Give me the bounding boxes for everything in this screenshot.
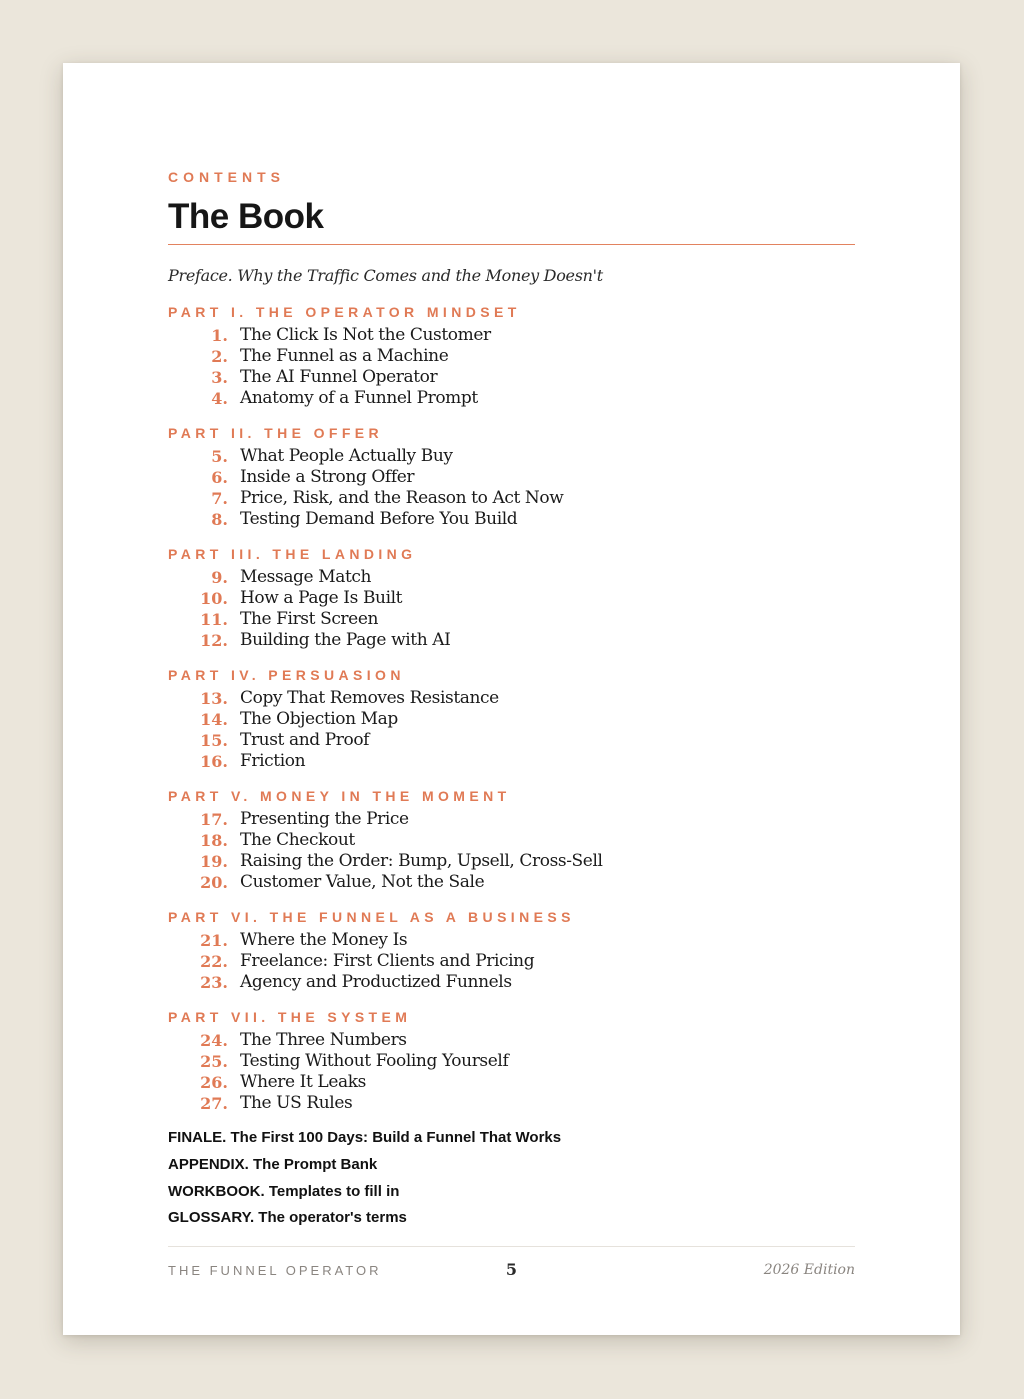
footer-divider	[168, 1246, 855, 1247]
chapter-title: Inside a Strong Offer	[240, 467, 415, 487]
chapter-number: 11.	[200, 610, 228, 629]
chapter-title: The Funnel as a Machine	[240, 346, 449, 366]
chapter-title: Where It Leaks	[240, 1072, 366, 1092]
chapter-title: What People Actually Buy	[240, 446, 453, 466]
part-heading[interactable]: PART VII. THE SYSTEM	[168, 1009, 412, 1025]
chapter-title: The Objection Map	[240, 709, 398, 729]
chapter-number: 25.	[200, 1052, 228, 1071]
document-page	[63, 63, 960, 1335]
chapter-title: Customer Value, Not the Sale	[240, 872, 485, 892]
chapter-title: Message Match	[240, 567, 372, 587]
chapter-number: 7.	[211, 489, 228, 508]
chapter-number: 2.	[211, 347, 228, 366]
chapter-title: Raising the Order: Bump, Upsell, Cross-Sell	[240, 851, 603, 871]
chapter-number: 24.	[200, 1031, 228, 1050]
chapter-title: Presenting the Price	[240, 809, 409, 829]
chapter-number: 15.	[200, 731, 228, 750]
chapter-title: Trust and Proof	[240, 730, 370, 750]
chapter-title: Freelance: First Clients and Pricing	[240, 951, 535, 971]
workbook-entry[interactable]: WORKBOOK. Templates to fill in	[168, 1183, 400, 1200]
chapter-number: 3.	[211, 368, 228, 387]
preface-entry[interactable]: Preface. Why the Traffic Comes and the Money Doesn't	[168, 266, 603, 285]
chapter-number: 22.	[200, 952, 228, 971]
chapter-title: The Three Numbers	[240, 1030, 407, 1050]
chapter-title: How a Page Is Built	[240, 588, 403, 608]
chapter-number: 9.	[211, 568, 228, 587]
chapter-number: 19.	[200, 852, 228, 871]
chapter-title: The First Screen	[240, 609, 379, 629]
part-heading[interactable]: PART I. THE OPERATOR MINDSET	[168, 304, 521, 320]
chapter-title: The Checkout	[240, 830, 355, 850]
chapter-number: 17.	[200, 810, 228, 829]
chapter-number: 5.	[211, 447, 228, 466]
contents-eyebrow: CONTENTS	[168, 169, 285, 185]
part-heading[interactable]: PART III. THE LANDING	[168, 546, 417, 562]
page-number: 5	[505, 1260, 518, 1279]
chapter-number: 13.	[200, 689, 228, 708]
chapter-title: The AI Funnel Operator	[240, 367, 438, 387]
part-heading[interactable]: PART II. THE OFFER	[168, 425, 384, 441]
chapter-number: 4.	[211, 389, 228, 408]
chapter-title: Copy That Removes Resistance	[240, 688, 499, 708]
chapter-title: The US Rules	[240, 1093, 353, 1113]
chapter-number: 16.	[200, 752, 228, 771]
chapter-title: Anatomy of a Funnel Prompt	[240, 388, 478, 408]
page-title: The Book	[168, 197, 324, 236]
footer-edition: 2026 Edition	[763, 1262, 855, 1278]
chapter-number: 27.	[200, 1094, 228, 1113]
footer-book-title: THE FUNNEL OPERATOR	[168, 1263, 382, 1278]
chapter-title: The Click Is Not the Customer	[240, 325, 491, 345]
chapter-number: 8.	[211, 510, 228, 529]
chapter-number: 6.	[211, 468, 228, 487]
chapter-number: 26.	[200, 1073, 228, 1092]
chapter-number: 23.	[200, 973, 228, 992]
chapter-title: Where the Money Is	[240, 930, 408, 950]
chapter-title: Price, Risk, and the Reason to Act Now	[240, 488, 564, 508]
chapter-title: Friction	[240, 751, 306, 771]
title-divider	[168, 244, 855, 245]
chapter-title: Building the Page with AI	[240, 630, 451, 650]
chapter-number: 20.	[200, 873, 228, 892]
chapter-number: 14.	[200, 710, 228, 729]
glossary-entry[interactable]: GLOSSARY. The operator's terms	[168, 1209, 407, 1226]
chapter-title: Agency and Productized Funnels	[240, 972, 512, 992]
chapter-number: 18.	[200, 831, 228, 850]
finale-entry[interactable]: FINALE. The First 100 Days: Build a Funnel That Works	[168, 1129, 562, 1146]
chapter-number: 1.	[211, 326, 228, 345]
chapter-number: 12.	[200, 631, 228, 650]
chapter-number: 21.	[200, 931, 228, 950]
appendix-entry[interactable]: APPENDIX. The Prompt Bank	[168, 1156, 378, 1173]
chapter-title: Testing Without Fooling Yourself	[240, 1051, 509, 1071]
part-heading[interactable]: PART IV. PERSUASION	[168, 667, 405, 683]
part-heading[interactable]: PART VI. THE FUNNEL AS A BUSINESS	[168, 909, 575, 925]
chapter-number: 10.	[200, 589, 228, 608]
chapter-title: Testing Demand Before You Build	[240, 509, 518, 529]
part-heading[interactable]: PART V. MONEY IN THE MOMENT	[168, 788, 511, 804]
